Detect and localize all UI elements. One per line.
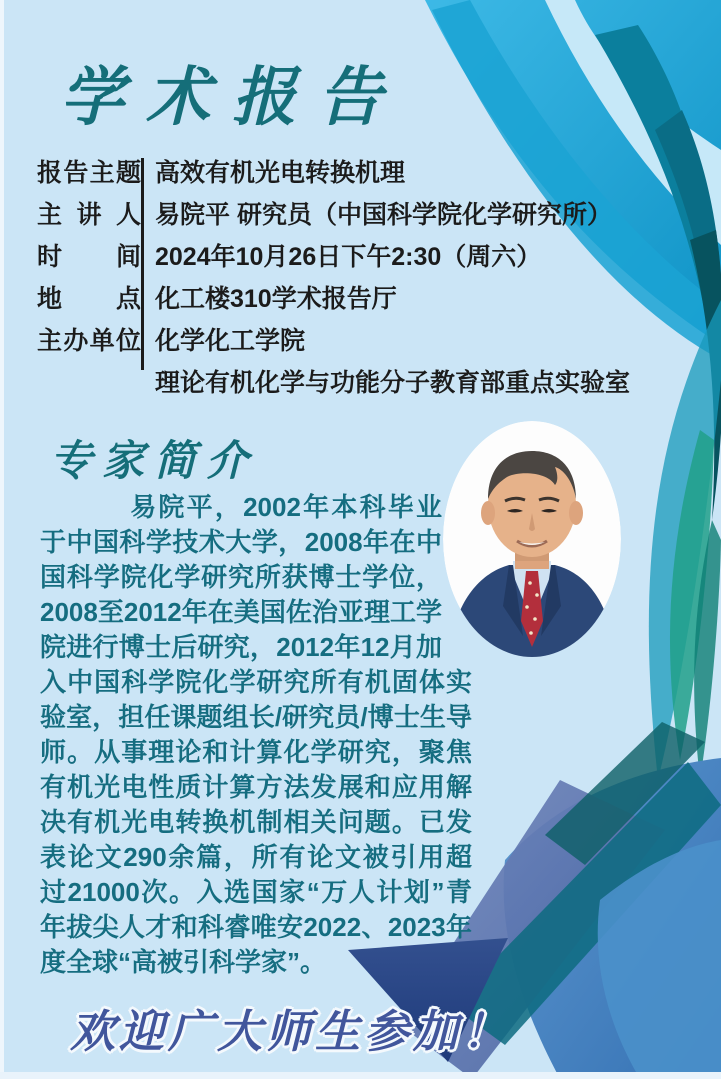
welcome-line: 欢迎广大师生参加！	[70, 1005, 512, 1058]
info-row-organizer	[37, 320, 677, 362]
lecture-info-table	[37, 152, 677, 404]
bottom-edge-strip	[0, 1072, 721, 1079]
info-value: 易院平 研究员（中国科学院化学研究所）	[155, 201, 612, 229]
info-label: 地点	[37, 285, 141, 313]
bio-paragraph	[40, 490, 472, 980]
bio-section-heading: 专家简介	[50, 436, 259, 485]
bio-paragraph-text: 易院平，2002年本科毕业于中国科学技术大学，2008年在中国科学院化学研究所获博士学位，2008至2012年在美国佐治亚理工学院进行博士后研究，2012年12月加入中国科学院化学研究所有机固体实验室，担任课题组长/研究员/博士生导师。从事理论和计算化学研究，聚焦有机光电性质计算方法发展和应用解决有机光电转换机制相关问题。已发表论文290余篇，所有论文被引用超过21000次。入选国家“万人计划”青年拔尖人才和科睿唯安2022、2023年度全球“高被引科学家”。	[40, 492, 472, 977]
info-value: 高效有机光电转换机理	[155, 159, 406, 187]
info-value: 2024年10月26日下午2:30（周六）	[155, 243, 542, 271]
info-label: 时间	[37, 243, 141, 271]
info-value: 化学化工学院	[155, 327, 306, 355]
label-value-divider	[141, 158, 144, 370]
info-label: 报告主题	[37, 159, 141, 187]
poster-title: 学术报告	[60, 60, 404, 135]
info-row-location	[37, 278, 677, 320]
info-row-organizer-line2	[37, 362, 677, 404]
speaker-portrait-photo	[443, 421, 621, 657]
info-row-speaker	[37, 194, 677, 236]
info-value: 理论有机化学与功能分子教育部重点实验室	[155, 369, 631, 397]
left-edge-strip	[0, 0, 4, 1079]
info-row-topic	[37, 152, 677, 194]
info-value: 化工楼310学术报告厅	[155, 285, 397, 313]
info-label: 主讲人	[37, 201, 141, 229]
info-row-time	[37, 236, 677, 278]
info-label: 主办单位	[37, 327, 141, 355]
